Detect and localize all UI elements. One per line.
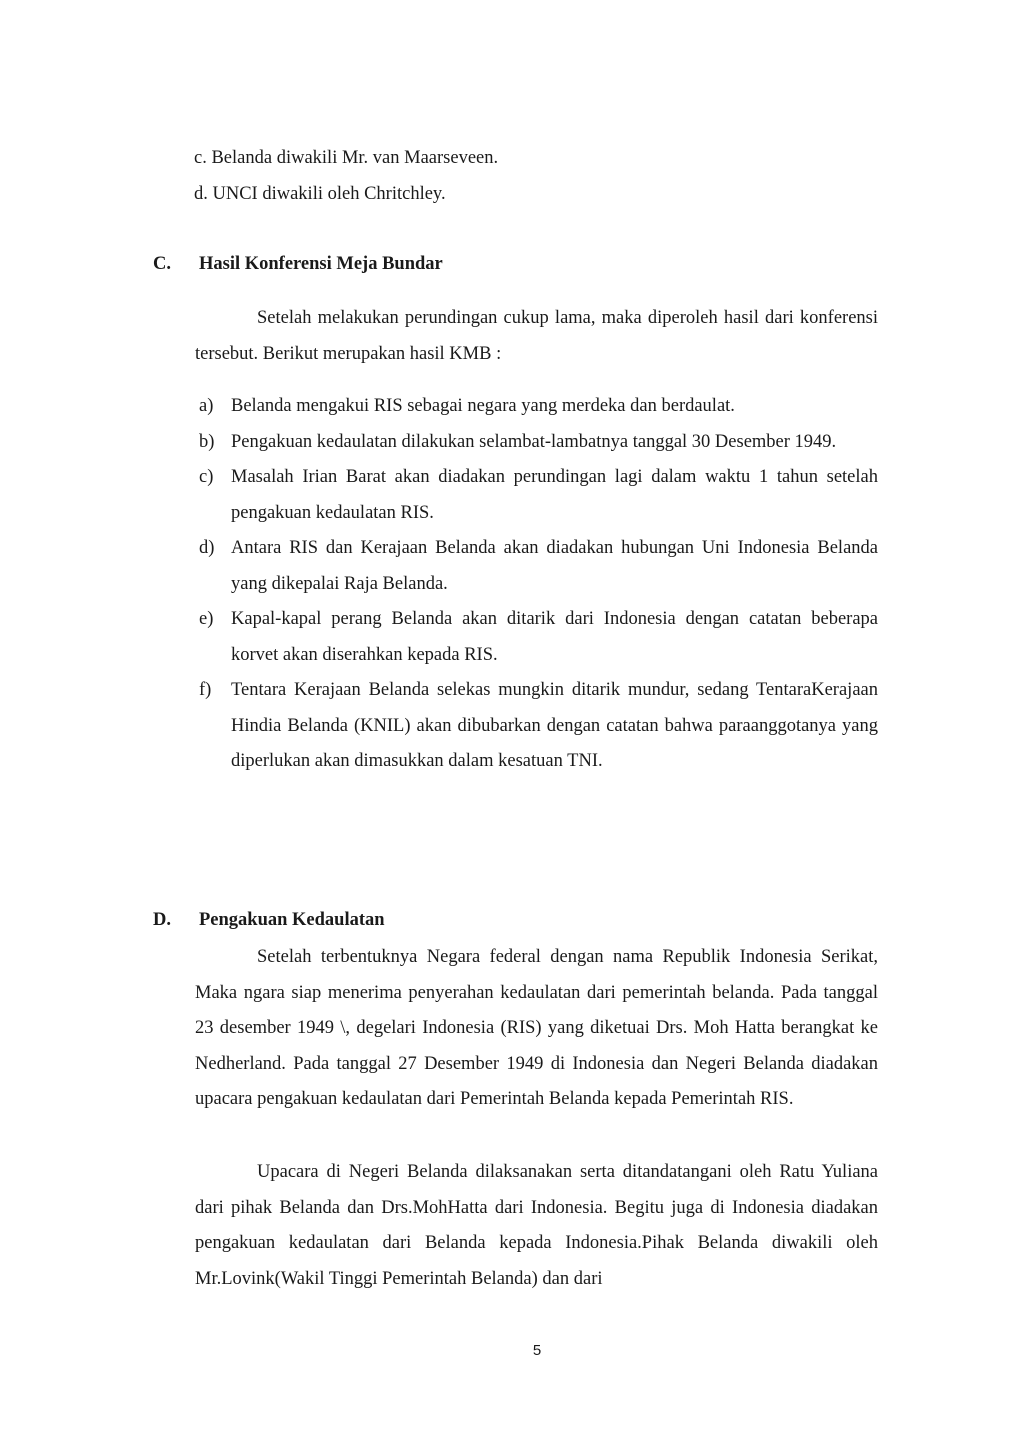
section-number: D. <box>153 910 171 930</box>
list-text: Belanda mengakui RIS sebagai negara yang merdeka dan berdaulat. <box>231 396 735 416</box>
list-marker: d) <box>199 538 215 558</box>
list-item <box>195 460 878 531</box>
section-c-paragraph: Setelah melakukan perundingan cukup lama, maka diperoleh hasil dari konferensi tersebut. Berikut merupakan hasil KMB : <box>195 308 878 364</box>
list-text: Antara RIS dan Kerajaan Belanda akan diadakan hubungan Uni Indonesia Belanda yang dikepalai Raja Belanda. <box>231 538 878 594</box>
delegation-list <box>194 141 894 212</box>
section-number: C. <box>153 254 171 274</box>
list-item: d. UNCI diwakili oleh Chritchley. <box>194 183 446 204</box>
list-item: c. Belanda diwakili Mr. van Maarseveen. <box>194 148 499 168</box>
section-d-paragraph-2: Upacara di Negeri Belanda dilaksanakan serta ditandatangani oleh Ratu Yuliana dari pihak Belanda dan Drs.MohHatta dari Indonesia. Begitu juga di Indonesia diadakan pengakuan kedaulatan dari Belanda kepada Indonesia.Pihak Belanda diwakili oleh Mr.Lovink(Wakil Tinggi Pemerintah Belanda) dan dari <box>195 1162 878 1289</box>
list-text: Pengakuan kedaulatan dilakukan selambat-lambatnya tanggal 30 Desember 1949. <box>231 431 837 452</box>
section-title: Pengakuan Kedaulatan <box>199 910 385 930</box>
section-heading-d <box>153 903 893 939</box>
section-heading-c <box>153 247 893 283</box>
list-text: Tentara Kerajaan Belanda selekas mungkin ditarik mundur, sedang TentaraKerajaan Hindia Belanda (KNIL) akan dibubarkan dengan catatan bahwa paraanggotanya yang diperlukan akan dimasukkan dalam kesatuan TNI. <box>231 680 878 771</box>
list-marker: e) <box>199 609 214 629</box>
list-marker: b) <box>199 431 215 452</box>
list-item <box>195 425 878 461</box>
list-marker: c) <box>199 467 214 487</box>
list-item <box>195 673 878 780</box>
list-text: Masalah Irian Barat akan diadakan perundingan lagi dalam waktu 1 tahun setelah pengakuan kedaulatan RIS. <box>231 467 878 523</box>
list-text: Kapal-kapal perang Belanda akan ditarik dari Indonesia dengan catatan beberapa korvet akan diserahkan kepada RIS. <box>231 609 878 665</box>
list-marker: f) <box>199 680 212 700</box>
list-marker: a) <box>199 396 214 416</box>
kmb-results-list <box>195 389 878 780</box>
page-number: 5 <box>532 1342 542 1359</box>
section-title: Hasil Konferensi Meja Bundar <box>199 254 443 274</box>
list-item <box>195 602 878 673</box>
list-item <box>195 531 878 602</box>
section-d-paragraph-1: Setelah terbentuknya Negara federal dengan nama Republik Indonesia Serikat, Maka ngara siap menerima penyerahan kedaulatan dari pemerintah belanda. Pada tanggal 23 desember 1949 \, degelari Indonesia (RIS) yang diketuai Drs. Moh Hatta berangkat ke Nedherland. Pada tanggal 27 Desember 1949 di Indonesia dan Negeri Belanda diadakan upacara pengakuan kedaulatan dari Pemerintah Belanda kepada Pemerintah RIS. <box>195 947 878 1109</box>
list-item <box>195 389 878 425</box>
